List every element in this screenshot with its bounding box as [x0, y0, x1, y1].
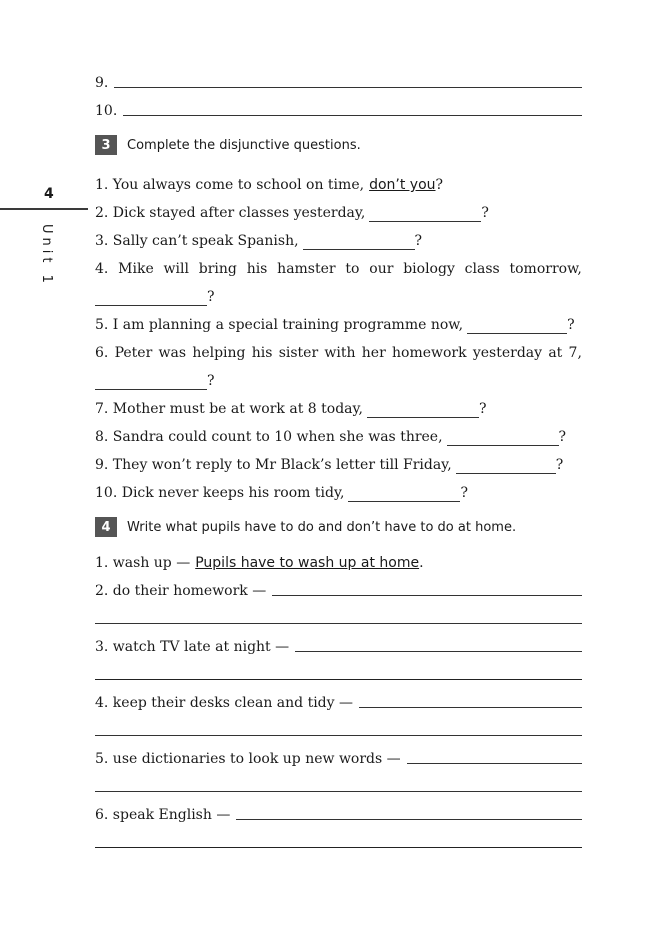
sample-answer: Pupils have to wash up at home — [195, 555, 420, 571]
question-6-answer — [95, 368, 582, 390]
question-4 — [95, 256, 582, 278]
word: tomorrow, — [509, 261, 582, 277]
question-3 — [95, 228, 582, 250]
question-mark: ? — [207, 289, 215, 305]
question-mark: ? — [460, 485, 468, 501]
question-mark: ? — [435, 177, 444, 193]
item-number: 10. — [95, 103, 118, 119]
word: at — [548, 345, 563, 361]
answer-line[interactable] — [295, 651, 582, 652]
exercise-number-badge: 3 — [95, 135, 117, 155]
item-text: 6. speak English — — [95, 807, 231, 823]
word: with — [324, 345, 356, 361]
word: 4. — [95, 261, 109, 277]
question-1 — [95, 172, 582, 194]
question-text: 8. Sandra could count to 10 when she was three, — [95, 429, 443, 445]
sample-answer: don’t you — [369, 177, 436, 193]
question-6 — [95, 340, 582, 362]
task-item-3 — [95, 634, 582, 656]
answer-blank[interactable] — [369, 207, 481, 222]
word: 6. — [95, 345, 109, 361]
word: homework — [392, 345, 467, 361]
exercise-instruction: Complete the disjunctive questions. — [127, 137, 361, 153]
item-text: 2. do their homework — — [95, 583, 267, 599]
word: his — [251, 345, 273, 361]
answer-line[interactable] — [123, 115, 582, 116]
word: her — [361, 345, 386, 361]
question-9 — [95, 452, 582, 474]
task-item-5 — [95, 746, 582, 768]
item-text: 5. use dictionaries to look up new words — — [95, 751, 401, 767]
question-2 — [95, 200, 582, 222]
side-divider — [0, 208, 88, 210]
ex2-line-9 — [95, 70, 582, 92]
word: bring — [198, 261, 237, 277]
question-10 — [95, 480, 582, 502]
item-number: 9. — [95, 75, 109, 91]
question-mark: ? — [558, 429, 567, 445]
answer-line[interactable] — [236, 819, 582, 820]
question-text: 2. Dick stayed after classes yesterday, — [95, 205, 366, 221]
word: biology — [403, 261, 455, 277]
word: was — [158, 345, 187, 361]
word: will — [163, 261, 189, 277]
question-text: 5. I am planning a special training programme now, — [95, 317, 464, 333]
exercise-instruction: Write what pupils have to do and don’t have to do at home. — [127, 519, 517, 535]
answer-line-continued[interactable] — [95, 735, 582, 736]
unit-label: Unit 1 — [39, 224, 54, 287]
question-mark: ? — [207, 373, 215, 389]
word: hamster — [277, 261, 336, 277]
question-mark: ? — [414, 233, 423, 249]
word: his — [246, 261, 268, 277]
word: yesterday — [472, 345, 543, 361]
question-mark: ? — [567, 317, 575, 333]
question-8 — [95, 424, 582, 446]
answer-line-continued[interactable] — [95, 679, 582, 680]
answer-blank[interactable] — [367, 403, 479, 418]
question-5 — [95, 312, 582, 334]
answer-line-continued[interactable] — [95, 623, 582, 624]
exercise-4-header — [95, 516, 516, 538]
word: Mike — [118, 261, 154, 277]
answer-line[interactable] — [407, 763, 582, 764]
answer-line[interactable] — [272, 595, 582, 596]
item-text: 3. watch TV late at night — — [95, 639, 290, 655]
word: Peter — [114, 345, 153, 361]
question-mark: ? — [481, 205, 489, 221]
word: to — [345, 261, 360, 277]
question-text: 9. They won’t reply to Mr Black’s letter till Friday, — [95, 457, 452, 473]
answer-line-continued[interactable] — [95, 847, 582, 848]
answer-blank[interactable] — [348, 487, 460, 502]
question-text: 7. Mother must be at work at 8 today, — [95, 401, 363, 417]
question-text: 3. Sally can’t speak Spanish, — [95, 233, 299, 249]
answer-blank[interactable] — [467, 319, 567, 334]
word: 7, — [568, 345, 582, 361]
item-text: 4. keep their desks clean and tidy — — [95, 695, 353, 711]
answer-line[interactable] — [114, 87, 582, 88]
word: our — [369, 261, 394, 277]
answer-blank[interactable] — [447, 431, 559, 446]
ex2-line-10 — [95, 98, 582, 120]
task-item-1 — [95, 550, 582, 572]
question-text: 1. You always come to school on time, — [95, 177, 365, 193]
question-text: 10. Dick never keeps his room tidy, — [95, 485, 345, 501]
answer-line[interactable] — [359, 707, 582, 708]
answer-blank[interactable] — [303, 235, 415, 250]
answer-line-continued[interactable] — [95, 791, 582, 792]
exercise-number-badge: 4 — [95, 517, 117, 537]
word: class — [464, 261, 500, 277]
question-mark: ? — [555, 457, 564, 473]
item-text: 1. wash up — — [95, 555, 191, 571]
answer-blank[interactable] — [456, 459, 556, 474]
question-mark: ? — [479, 401, 487, 417]
answer-blank[interactable] — [95, 375, 207, 390]
word: sister — [278, 345, 319, 361]
period: . — [419, 555, 424, 571]
page-number: 4 — [44, 186, 54, 202]
answer-blank[interactable] — [95, 291, 207, 306]
question-7 — [95, 396, 582, 418]
exercise-3-header — [95, 134, 361, 156]
task-item-6 — [95, 802, 582, 824]
question-4-answer — [95, 284, 582, 306]
task-item-4 — [95, 690, 582, 712]
task-item-2 — [95, 578, 582, 600]
word: helping — [192, 345, 246, 361]
